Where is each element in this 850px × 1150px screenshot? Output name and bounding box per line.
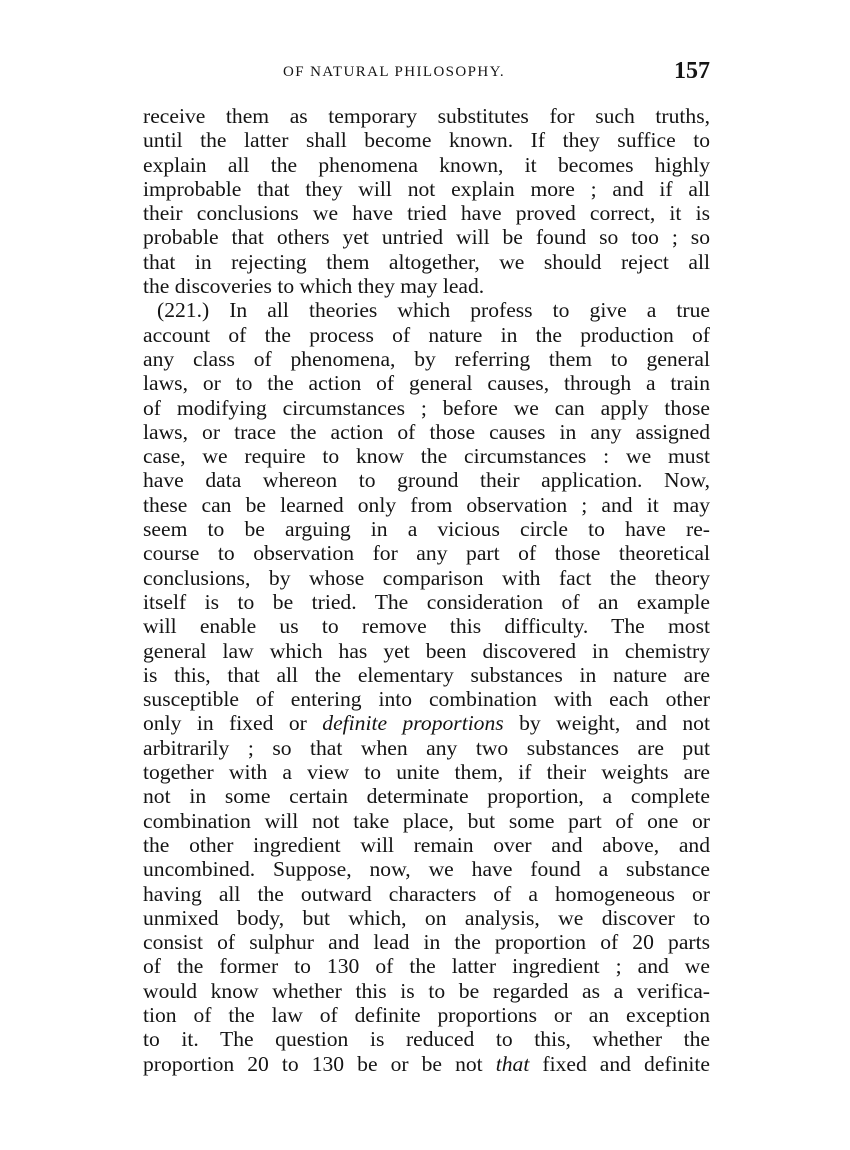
text-segment: laws, or to the action of general causes, through a train	[143, 371, 710, 396]
text-segment: general law which has yet been discovered in chemistry	[143, 638, 710, 663]
text-segment: case, we require to know the circumstances : we must	[143, 444, 710, 469]
page-header	[143, 58, 710, 88]
text-line	[143, 444, 710, 468]
text-line	[143, 177, 710, 201]
text-line	[143, 711, 710, 735]
text-segment: laws, or trace the action of those causes in any assigned	[143, 419, 710, 444]
text-line	[143, 298, 710, 322]
text-line	[143, 1003, 710, 1027]
text-line	[143, 882, 710, 906]
text-line	[143, 784, 710, 808]
text-line	[143, 347, 710, 371]
text-segment: that in rejecting them altogether, we should reject all	[143, 249, 710, 274]
text-line	[143, 201, 710, 225]
text-segment: have data whereon to ground their application. Now,	[143, 468, 710, 493]
text-line	[143, 687, 710, 711]
text-line	[143, 833, 710, 857]
text-segment: not in some certain determinate proportion, a complete	[143, 784, 710, 809]
text-line	[143, 1052, 710, 1076]
text-line	[143, 371, 710, 395]
text-segment: consist of sulphur and lead in the proportion of 20 parts	[143, 930, 710, 955]
text-line	[143, 541, 710, 565]
text-line	[143, 954, 710, 978]
text-line	[143, 396, 710, 420]
page-number: 157	[674, 58, 710, 84]
text-line	[143, 614, 710, 638]
text-segment: uncombined. Suppose, now, we have found a substance	[143, 857, 710, 882]
text-segment: having all the outward characters of a homogeneous or	[143, 881, 710, 906]
text-line	[143, 420, 710, 444]
text-line	[143, 930, 710, 954]
text-line	[143, 906, 710, 930]
text-segment: explain all the phenomena known, it becomes highly	[143, 152, 710, 177]
text-segment: until the latter shall become known. If they suffice to	[143, 128, 710, 153]
text-line	[143, 323, 710, 347]
text-segment: is this, that all the elementary substances in nature are	[143, 662, 710, 687]
text-line	[143, 274, 710, 298]
text-segment: itself is to be tried. The consideration of an example	[143, 589, 710, 614]
text-segment: course to observation for any part of those theoretical	[143, 541, 710, 566]
text-line	[143, 517, 710, 541]
text-segment: proportion 20 to 130 be or be not	[143, 1051, 496, 1076]
text-line	[143, 153, 710, 177]
text-segment: any class of phenomena, by referring them to general	[143, 346, 710, 371]
text-line	[143, 566, 710, 590]
text-segment: arbitrarily ; so that when any two substances are put	[143, 735, 710, 760]
text-segment: by weight, and not	[503, 711, 710, 736]
italic-text: that	[495, 1051, 530, 1076]
text-line	[143, 225, 710, 249]
text-line	[143, 857, 710, 881]
italic-text: definite proportions	[322, 711, 504, 736]
text-segment: unmixed body, but which, on analysis, we discover to	[143, 905, 710, 930]
text-segment: probable that others yet untried will be found so too ; so	[143, 225, 710, 250]
text-segment: of the former to 130 of the latter ingredient ; and we	[143, 954, 710, 979]
text-line	[143, 250, 710, 274]
text-line	[143, 979, 710, 1003]
text-segment: tion of the law of definite proportions or an exception	[143, 1002, 710, 1027]
text-segment: (221.) In all theories which profess to give a true	[157, 298, 710, 323]
text-line	[143, 639, 710, 663]
text-line	[143, 663, 710, 687]
body-text	[143, 104, 710, 1076]
text-segment: only in fixed or	[143, 711, 323, 736]
text-segment: to it. The question is reduced to this, whether the	[143, 1027, 710, 1052]
text-segment: susceptible of entering into combination with each other	[143, 687, 710, 712]
text-segment: seem to be arguing in a vicious circle to have re-	[143, 517, 710, 542]
text-segment: of modifying circumstances ; before we can apply those	[143, 395, 710, 420]
text-line	[143, 128, 710, 152]
text-segment: combination will not take place, but some part of one or	[143, 808, 710, 833]
text-line	[143, 809, 710, 833]
text-segment: the other ingredient will remain over and above, and	[143, 832, 710, 857]
text-line	[143, 104, 710, 128]
text-segment: receive them as temporary substitutes for such truths,	[143, 104, 710, 128]
text-line	[143, 493, 710, 517]
running-title: OF NATURAL PHILOSOPHY.	[283, 64, 506, 80]
text-segment: conclusions, by whose comparison with fact the theory	[143, 565, 710, 590]
text-segment: their conclusions we have tried have proved correct, it is	[143, 201, 710, 226]
text-line	[143, 1027, 710, 1051]
text-segment: fixed and definite	[529, 1051, 710, 1076]
text-segment: improbable that they will not explain more ; and if all	[143, 176, 710, 201]
text-line	[143, 468, 710, 492]
text-segment: together with a view to unite them, if their weights are	[143, 760, 710, 785]
text-line	[143, 760, 710, 784]
text-line	[143, 590, 710, 614]
text-segment: these can be learned only from observation ; and it may	[143, 492, 710, 517]
text-segment: will enable us to remove this difficulty. The most	[143, 614, 710, 639]
text-segment: the discoveries to which they may lead.	[143, 274, 485, 299]
text-segment: account of the process of nature in the production of	[143, 322, 710, 347]
text-line	[143, 736, 710, 760]
text-segment: would know whether this is to be regarded as a verifica-	[143, 978, 710, 1003]
